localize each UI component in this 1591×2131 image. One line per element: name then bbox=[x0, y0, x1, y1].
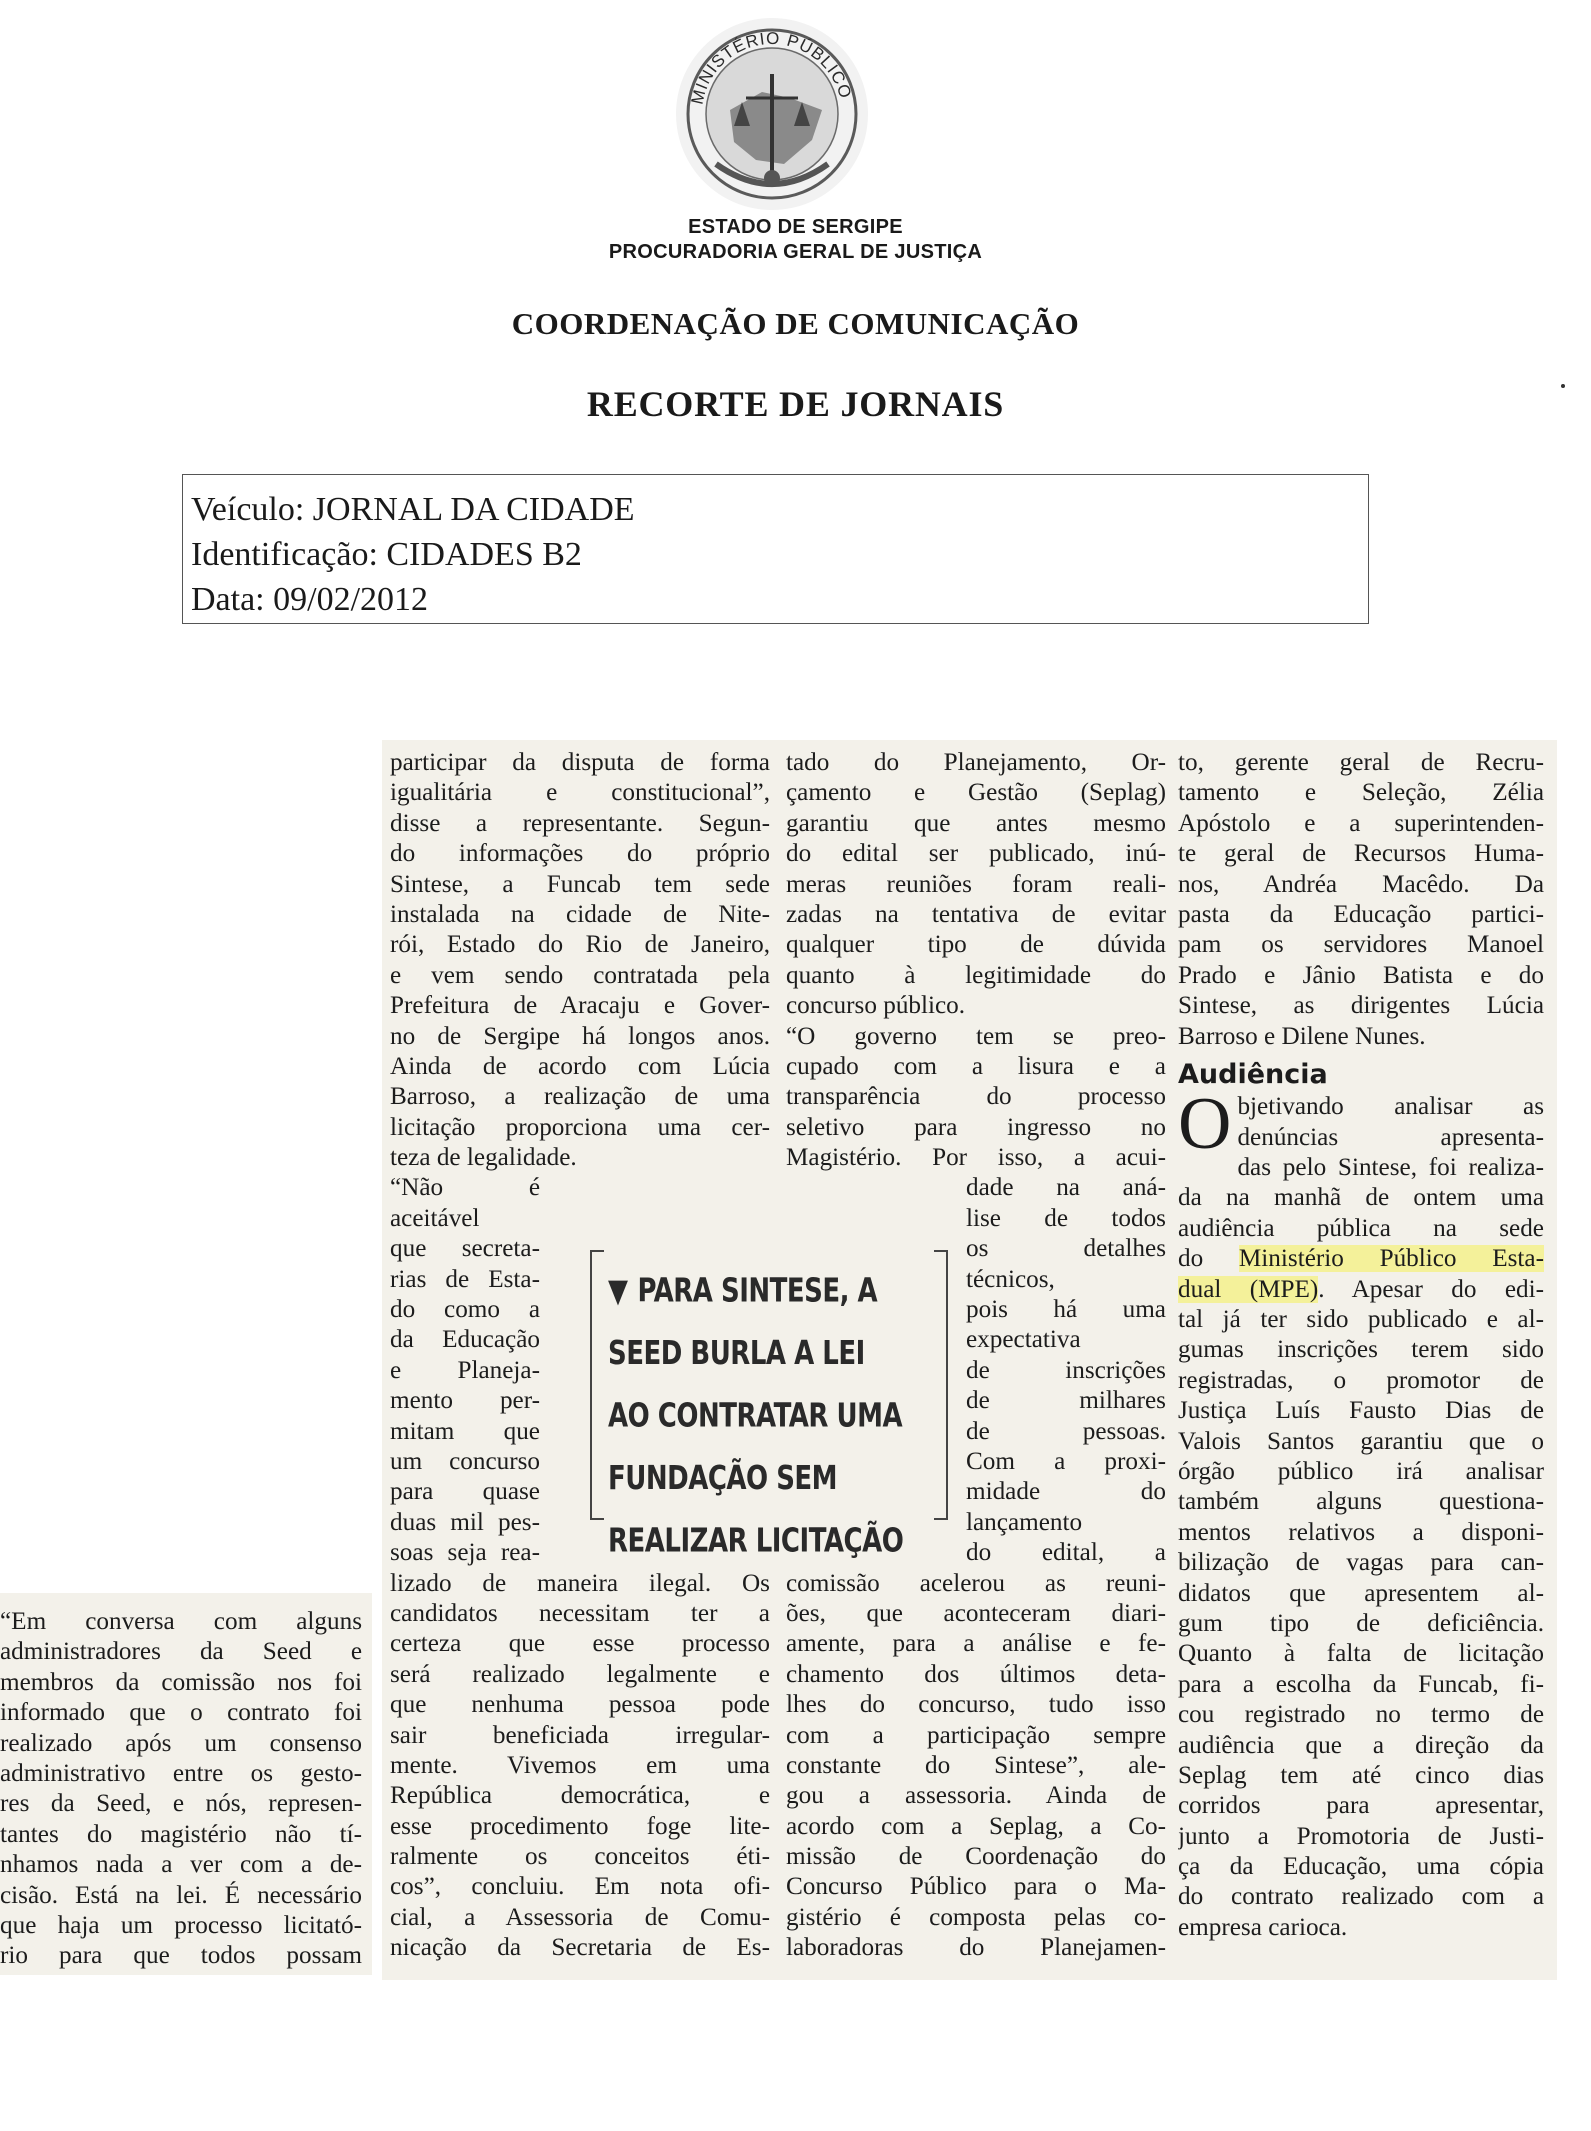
pull-quote-text-line: AO CONTRATAR UMA bbox=[608, 1397, 903, 1435]
article-line: ões, que aconteceram diari- bbox=[786, 1599, 1166, 1627]
article-line: administradores da Seed e bbox=[0, 1638, 362, 1666]
pull-quote-bracket-left bbox=[590, 1250, 604, 1520]
article-line: e vem sendo contratada pela bbox=[390, 961, 770, 989]
identification-line: Identificação: CIDADES B2 bbox=[191, 536, 582, 573]
highlighted-mpe-text: dual (MPE) bbox=[1178, 1275, 1319, 1303]
article-line: do edital ser publicado, inú- bbox=[786, 840, 1166, 868]
article-line: pam os servidores Manoel bbox=[1178, 931, 1544, 959]
article-line: soas seja rea- bbox=[390, 1539, 540, 1567]
article-line: administrativo entre os gesto- bbox=[0, 1759, 362, 1787]
article-line: lançamento bbox=[966, 1508, 1083, 1536]
article-line: Prefeitura de Aracaju e Gover- bbox=[390, 992, 770, 1020]
article-line: Valois Santos garantiu que o bbox=[1178, 1427, 1544, 1455]
article-line: para quase bbox=[390, 1478, 540, 1506]
article-line: pois há uma bbox=[966, 1296, 1166, 1324]
article-line: rias de Esta- bbox=[390, 1265, 540, 1293]
article-line: que haja um processo licitató- bbox=[0, 1911, 362, 1939]
article-line: Seplag tem até cinco dias bbox=[1178, 1761, 1544, 1789]
article-line: realizado após um consenso bbox=[0, 1729, 362, 1757]
article-line: Prado e Jânio Batista e do bbox=[1178, 961, 1544, 989]
article-line: cos”, concluiu. Em nota ofi- bbox=[390, 1873, 770, 1901]
article-line: nos, Andréa Macêdo. Da bbox=[1178, 870, 1544, 898]
article-column-2 bbox=[786, 748, 1166, 1964]
article-line: gistério é composta pelas co- bbox=[786, 1903, 1166, 1931]
article-line: participar da disputa de forma bbox=[390, 749, 770, 776]
article-line: missão de Coordenação do bbox=[786, 1843, 1166, 1871]
article-line: audiência pública na sede bbox=[1178, 1214, 1544, 1242]
article-line: das pelo Sintese, foi realiza- bbox=[1237, 1154, 1544, 1182]
article-line: licitação proporciona uma cer- bbox=[390, 1113, 770, 1141]
dropcap-letter: O bbox=[1178, 1083, 1232, 1166]
pull-quote-text-line: FUNDAÇÃO SEM bbox=[608, 1460, 838, 1498]
article-column-a bbox=[0, 1607, 362, 1972]
article-line: lizado de maneira ilegal. Os bbox=[390, 1569, 770, 1597]
article-line: çamento e Gestão (Seplag) bbox=[786, 779, 1166, 807]
office-name: PROCURADORIA GERAL DE JUSTIÇA bbox=[608, 241, 983, 263]
article-line: do como a bbox=[390, 1296, 540, 1324]
article-line: Quanto à falta de licitação bbox=[1178, 1640, 1544, 1668]
article-line: de pessoas. bbox=[966, 1417, 1166, 1445]
article-line: órgão público irá analisar bbox=[1178, 1458, 1544, 1485]
article-line: certeza que esse processo bbox=[390, 1630, 770, 1658]
article-column-3 bbox=[1178, 748, 1544, 1943]
article-line: cial, a Assessoria de Comu- bbox=[390, 1903, 770, 1931]
article-line: de milhares bbox=[966, 1387, 1166, 1415]
down-triangle-icon: ▼ bbox=[608, 1272, 628, 1310]
article-line: sair beneficiada irregular- bbox=[390, 1721, 770, 1749]
article-line: didatos que apresentem al- bbox=[1178, 1579, 1544, 1607]
seal-text: MINISTÉRIO PÚBLICO bbox=[687, 28, 856, 107]
article-line: para a escolha da Funcab, fi- bbox=[1178, 1670, 1544, 1698]
article-line: “Em conversa com alguns bbox=[0, 1608, 362, 1635]
article-line: audiência que a direção da bbox=[1178, 1731, 1544, 1759]
article-line: Com a proxi- bbox=[966, 1447, 1166, 1475]
article-line: ça da Educação, uma cópia bbox=[1178, 1853, 1544, 1881]
article-line: Justiça Luís Fausto Dias de bbox=[1178, 1397, 1544, 1425]
dropcap-paragraph bbox=[1178, 1083, 1544, 1166]
article-line: rói, Estado do Rio de Janeiro, bbox=[390, 931, 770, 959]
article-line: do edital, a bbox=[966, 1539, 1166, 1567]
article-line: rio para que todos possam bbox=[0, 1942, 362, 1970]
article-line: um concurso bbox=[390, 1447, 540, 1475]
article-line: cupado com a lisura e a bbox=[786, 1052, 1166, 1080]
state-name: ESTADO DE SERGIPE bbox=[688, 216, 903, 238]
article-line: te geral de Recursos Huma- bbox=[1178, 840, 1544, 868]
article-line: lise de todos bbox=[966, 1204, 1166, 1232]
article-line: midade do bbox=[966, 1478, 1166, 1506]
article-line: informado que o contrato foi bbox=[0, 1699, 362, 1727]
article-line: gumas inscrições terem sido bbox=[1178, 1336, 1544, 1364]
article-line: também alguns questiona- bbox=[1178, 1488, 1544, 1516]
article-line: quanto à legitimidade do bbox=[786, 961, 1166, 989]
article-line: res da Seed, e nós, represen- bbox=[0, 1790, 362, 1818]
article-line: acordo com a Seplag, a Co- bbox=[786, 1812, 1166, 1840]
article-line: Sintese, as dirigentes Lúcia bbox=[1178, 992, 1544, 1020]
article-line: igualitária e constitucional”, bbox=[390, 779, 770, 807]
article-line: de inscrições bbox=[966, 1356, 1166, 1384]
article-line: meras reuniões foram reali- bbox=[786, 870, 1166, 898]
article-line: concurso público. bbox=[786, 992, 966, 1020]
article-line: esse procedimento foge lite- bbox=[390, 1812, 770, 1840]
department-title: COORDENAÇÃO DE COMUNICAÇÃO bbox=[511, 306, 1080, 341]
article-line: Ainda de acordo com Lúcia bbox=[390, 1052, 770, 1080]
ministerio-publico-seal bbox=[672, 14, 872, 214]
article-line: aceitável bbox=[390, 1204, 480, 1232]
article-line: disse a representante. Segun- bbox=[390, 809, 770, 837]
article-line: tantes do magistério não tí- bbox=[0, 1820, 362, 1848]
article-line: tal já ter sido publicado e al- bbox=[1178, 1306, 1544, 1334]
article-line: candidatos necessitam ter a bbox=[390, 1599, 770, 1627]
article-line: Concurso Público para o Ma- bbox=[786, 1873, 1166, 1901]
article-line: Barroso, a realização de uma bbox=[390, 1083, 770, 1111]
article-line: dade na aná- bbox=[966, 1174, 1166, 1202]
article-line: será realizado legalmente e bbox=[390, 1660, 770, 1688]
stray-dot bbox=[1561, 384, 1565, 388]
article-line: os detalhes bbox=[966, 1235, 1166, 1263]
article-line: bjetivando analisar as bbox=[1237, 1093, 1544, 1121]
article-line: do contrato realizado com a bbox=[1178, 1883, 1544, 1911]
article-line: que secreta- bbox=[390, 1235, 540, 1263]
article-line: junto a Promotoria de Justi- bbox=[1178, 1822, 1544, 1850]
article-line: tado do Planejamento, Or- bbox=[786, 749, 1166, 776]
article-line: Apóstolo e a superintenden- bbox=[1178, 809, 1544, 837]
article-line bbox=[1178, 1275, 1544, 1305]
article-line: instalada na cidade de Nite- bbox=[390, 900, 770, 928]
article-line: tamento e Seleção, Zélia bbox=[1178, 779, 1544, 807]
article-line: Magistério. Por isso, a acui- bbox=[786, 1144, 1166, 1172]
date-line: Data: 09/02/2012 bbox=[191, 581, 429, 618]
article-line: garantiu que antes mesmo bbox=[786, 809, 1166, 837]
clipping-main bbox=[382, 740, 1557, 1980]
highlighted-mpe-text: Ministério Público Esta- bbox=[1238, 1245, 1544, 1273]
article-line: duas mil pes- bbox=[390, 1508, 540, 1536]
article-line: to, gerente geral de Recru- bbox=[1178, 749, 1544, 776]
article-line: no de Sergipe há longos anos. bbox=[390, 1022, 770, 1050]
article-line: da Educação bbox=[390, 1326, 540, 1354]
article-line: Sintese, a Funcab tem sede bbox=[390, 870, 770, 898]
article-line: mento per- bbox=[390, 1387, 540, 1415]
article-line: da na manhã de ontem uma bbox=[1178, 1184, 1544, 1212]
article-line: “O governo tem se preo- bbox=[786, 1022, 1166, 1050]
article-line: membros da comissão nos foi bbox=[0, 1668, 362, 1696]
article-line: transparência do processo bbox=[786, 1083, 1166, 1111]
article-line: Barroso e Dilene Nunes. bbox=[1178, 1022, 1426, 1050]
article-line: com a participação sempre bbox=[786, 1721, 1166, 1749]
clipping-fragment-left bbox=[0, 1593, 372, 1975]
article-line: zadas na tentativa de evitar bbox=[786, 900, 1166, 928]
article-line bbox=[1178, 1244, 1544, 1274]
article-line: empresa carioca. bbox=[1178, 1913, 1348, 1941]
article-line: nhamos nada a ver com a de- bbox=[0, 1851, 362, 1879]
article-line: mente. Vivemos em uma bbox=[390, 1751, 770, 1779]
article-line: ralmente os conceitos éti- bbox=[390, 1843, 770, 1871]
article-line: que nenhuma pessoa pode bbox=[390, 1691, 770, 1719]
article-line: mentos relativos a disponi- bbox=[1178, 1518, 1544, 1546]
article-line: expectativa bbox=[966, 1326, 1081, 1354]
vehicle-line: Veículo: JORNAL DA CIDADE bbox=[191, 491, 635, 528]
article-line: gou a assessoria. Ainda de bbox=[786, 1782, 1166, 1810]
article-line: “Não é bbox=[390, 1174, 540, 1202]
article-line: nicação da Secretaria de Es- bbox=[390, 1934, 770, 1962]
article-line: amente, para a análise e fe- bbox=[786, 1630, 1166, 1658]
pull-quote-text-line: SEED BURLA A LEI bbox=[608, 1335, 865, 1373]
article-line: registradas, o promotor de bbox=[1178, 1366, 1544, 1394]
article-text: do bbox=[1178, 1245, 1239, 1273]
pull-quote-text-line: PARA SINTESE, A bbox=[637, 1272, 878, 1310]
article-line: qualquer tipo de dúvida bbox=[786, 931, 1166, 959]
article-line: cisão. Está na lei. É necessário bbox=[0, 1881, 362, 1909]
article-line: técnicos, bbox=[966, 1265, 1055, 1293]
article-line: República democrática, e bbox=[390, 1782, 770, 1810]
article-line: denúncias apresenta- bbox=[1237, 1123, 1544, 1151]
article-line: seletivo para ingresso no bbox=[786, 1113, 1166, 1141]
article-line: e Planeja- bbox=[390, 1356, 540, 1384]
article-line: laboradoras do Planejamen- bbox=[786, 1934, 1166, 1962]
pull-quote-text-line: REALIZAR LICITAÇÃO bbox=[608, 1522, 904, 1560]
article-line: bilização de vagas para can- bbox=[1178, 1549, 1544, 1577]
article-line: chamento dos últimos deta- bbox=[786, 1660, 1166, 1688]
article-line: comissão acelerou as reuni- bbox=[786, 1569, 1166, 1597]
article-line: lhes do concurso, tudo isso bbox=[786, 1691, 1166, 1719]
article-line: do informações do próprio bbox=[390, 840, 770, 868]
article-line: constante do Sintese”, ale- bbox=[786, 1751, 1166, 1779]
article-line: cou registrado no termo de bbox=[1178, 1701, 1544, 1729]
article-line: teza de legalidade. bbox=[390, 1144, 577, 1172]
page-title: RECORTE DE JORNAIS bbox=[586, 384, 1005, 424]
article-line: corridos para apresentar, bbox=[1178, 1792, 1544, 1820]
article-line: pasta da Educação partici- bbox=[1178, 900, 1544, 928]
clipping-info-box bbox=[182, 474, 1369, 624]
article-line: gum tipo de deficiência. bbox=[1178, 1609, 1544, 1637]
article-line: mitam que bbox=[390, 1417, 540, 1445]
subheading-audiencia: Audiência bbox=[1178, 1058, 1328, 1090]
article-text: . Apesar do edi- bbox=[1318, 1275, 1544, 1303]
